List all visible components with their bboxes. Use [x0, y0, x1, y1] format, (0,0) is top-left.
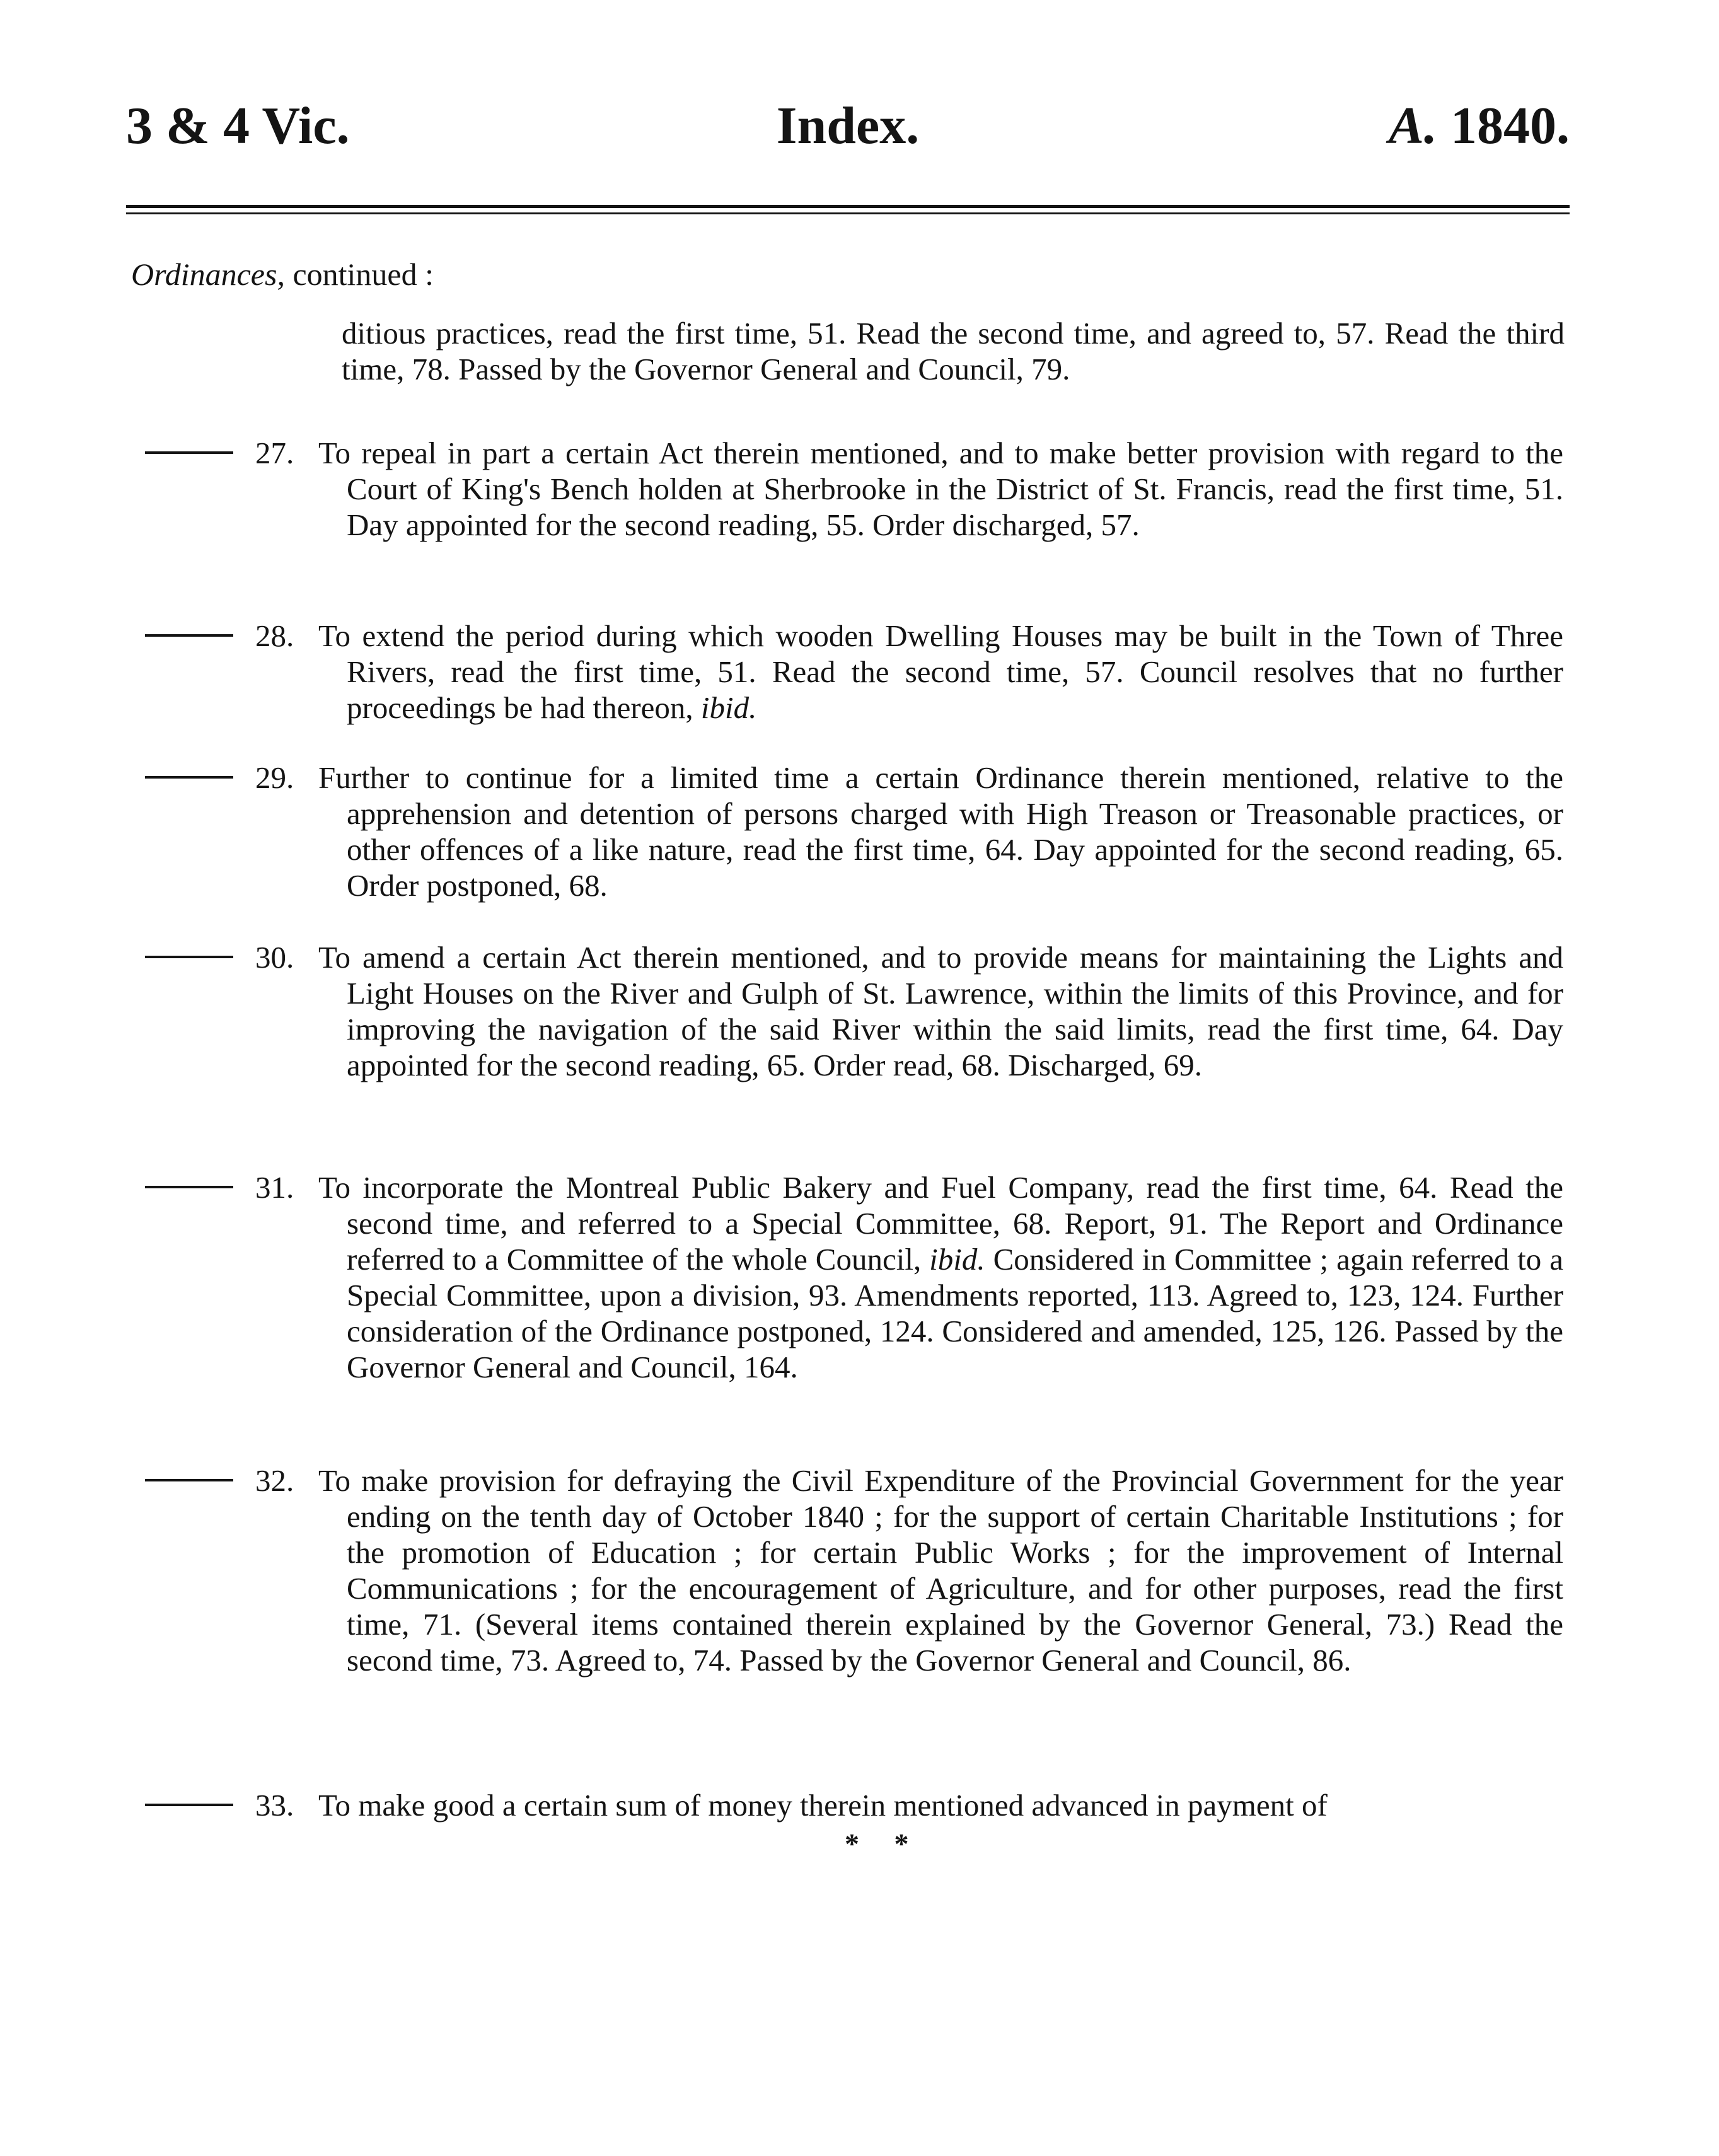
ditto-dash	[145, 634, 233, 637]
continuation-paragraph: ditious practices, read the first time, 51. Read the second time, and agreed to, 57. Read the third time, 78. Passed by the Governor General and Council, 79.	[342, 316, 1565, 386]
entry-text-part-b: Considered in Committee ; again referred to a Special Committee, upon a division, 93. Amendments reported, 113. Agreed to, 123, 124. Further consideration of the Ordinance postponed, 124. Considered and amended, 125, 126. Passed by the Governor General and Council, 164.	[347, 1242, 1564, 1384]
entry-number: 32.	[255, 1463, 294, 1498]
signature-mark: * *	[845, 1828, 923, 1860]
entry-text-ibid: ibid.	[700, 690, 757, 725]
header-session: 3 & 4 Vic.	[126, 96, 350, 155]
ditto-dash	[145, 451, 233, 454]
section-title: Ordinances,	[131, 257, 285, 292]
entry-number: 28.	[255, 618, 294, 653]
entry-text	[318, 1169, 1563, 1385]
entry-number: 29.	[255, 760, 294, 795]
running-header	[126, 95, 1570, 170]
entry-text: To repeal in part a certain Act therein mentioned, and to make better provision with regard to the Court of King's Bench holden at Sherbrooke in the District of St. Francis, read the first time, 51. Day appointed for the second reading, 55. Order discharged, 57.	[318, 436, 1563, 542]
entry-number: 27.	[255, 436, 294, 470]
entry-text: To make good a certain sum of money therein mentioned advanced in payment of	[318, 1788, 1328, 1823]
entry-number: 31.	[255, 1170, 294, 1205]
entry-text-main: To extend the period during which wooden Dwelling Houses may be built in the Town of Three Rivers, read the first time, 51. Read the second time, 57. Council resolves that no further proceedings be had thereon,	[318, 618, 1563, 725]
entry-text: To amend a certain Act therein mentioned, and to provide means for maintaining the Lights and Light Houses on the River and Gulph of St. Lawrence, within the limits of this Province, and for improving the navigation of the said River within the said limits, read the first time, 64. Day appointed for the second reading, 65. Order read, 68. Discharged, 69.	[318, 940, 1563, 1082]
header-year	[1389, 95, 1570, 158]
entry-number: 33.	[255, 1788, 294, 1823]
header-title: Index.	[776, 96, 920, 155]
header-rule-thin	[126, 212, 1570, 214]
entry-text-part-a: To incorporate the Montreal Public Bakery and Fuel Company, read the first time, 64. Read the second time, and referred to a Special Committee, 68. Report, 91. The Report and Ordinance referred to a Committee of the whole Council,	[318, 1170, 1563, 1277]
entry-text	[318, 618, 1563, 726]
ditto-dash	[145, 1804, 233, 1806]
entry-text: Further to continue for a limited time a certain Ordinance therein mentioned, relative to the apprehension and detention of persons charged with High Treason or Treasonable practices, or other offences of a like nature, read the first time, 64. Day appointed for the second reading, 65. Order postponed, 68.	[318, 760, 1563, 903]
ditto-dash	[145, 1479, 233, 1481]
section-heading	[131, 252, 434, 296]
entry-text: To make provision for defraying the Civil Expenditure of the Provincial Government for the year ending on the tenth day of October 1840 ; for the support of certain Charitable Institutions ; for the promotion of Education ; for certain Public Works ; for the improvement of Internal Communications ; for the encouragement of Agriculture, and for other purposes, read the first time, 71. (Several items contained therein explained by the Governor General, 73.) Read the second time, 73. Agreed to, 74. Passed by the Governor General and Council, 86.	[318, 1463, 1563, 1678]
header-year-prefix: A.	[1388, 96, 1437, 155]
header-year-value: 1840.	[1450, 96, 1570, 155]
section-suffix: continued :	[292, 257, 434, 292]
entry-text-ibid: ibid.	[929, 1242, 985, 1277]
ditto-dash	[145, 776, 233, 779]
ditto-dash	[145, 956, 233, 958]
header-rule-thick	[126, 205, 1570, 208]
ditto-dash	[145, 1186, 233, 1188]
entry-number: 30.	[255, 940, 294, 975]
